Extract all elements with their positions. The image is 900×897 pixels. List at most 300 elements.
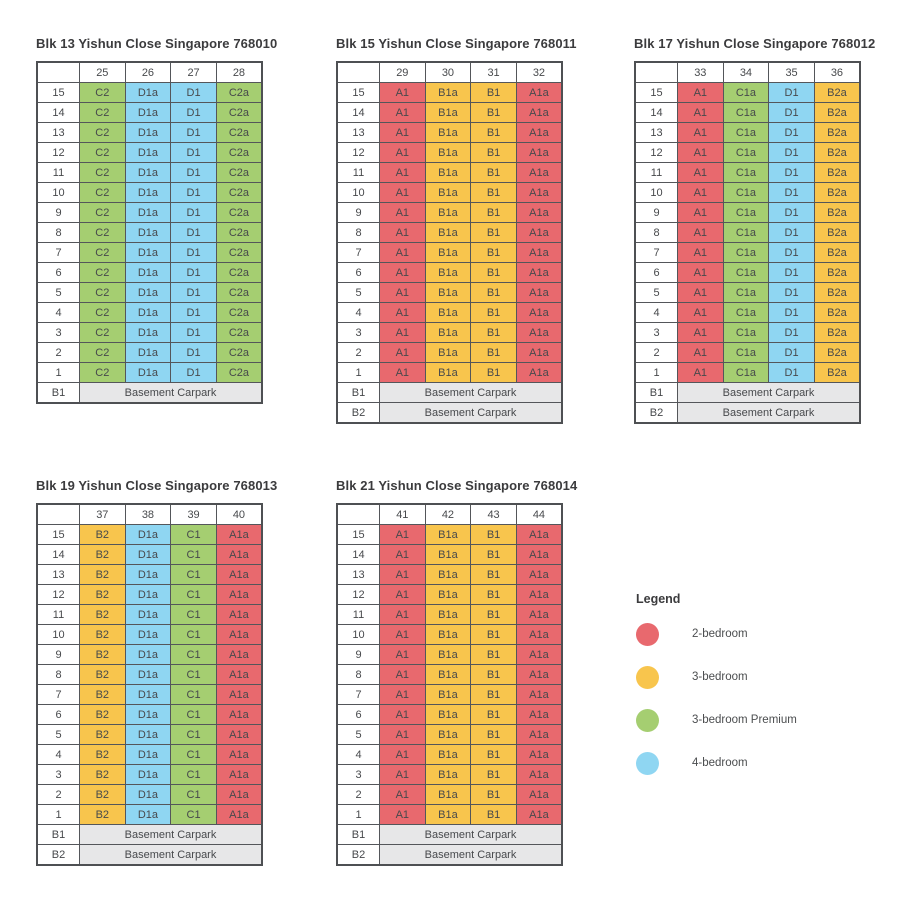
corner-cell — [37, 62, 80, 83]
unit-cell: A1a — [516, 785, 562, 805]
floor-label: 6 — [635, 263, 678, 283]
unit-cell: B2a — [814, 323, 860, 343]
unit-cell: D1 — [171, 103, 217, 123]
block-title: Blk 17 Yishun Close Singapore 768012 — [634, 36, 876, 51]
legend-item — [636, 622, 797, 646]
floor-label: 13 — [337, 123, 380, 143]
unit-cell: D1a — [125, 805, 171, 825]
legend-swatch-icon — [636, 666, 659, 689]
unit-cell: D1 — [769, 163, 815, 183]
stack-number: 33 — [678, 62, 724, 83]
unit-cell: B2a — [814, 183, 860, 203]
unit-cell: B1a — [425, 525, 471, 545]
floor-label: 10 — [337, 625, 380, 645]
unit-cell: B1a — [425, 685, 471, 705]
unit-cell: D1 — [769, 343, 815, 363]
floor-label: 14 — [635, 103, 678, 123]
legend-item — [636, 665, 797, 689]
unit-cell: C1 — [171, 785, 217, 805]
floor-label: 1 — [337, 363, 380, 383]
floor-label: 4 — [337, 745, 380, 765]
unit-cell: A1a — [216, 525, 262, 545]
floor-label: 13 — [337, 565, 380, 585]
unit-cell: A1 — [678, 363, 724, 383]
unit-cell: D1a — [125, 725, 171, 745]
basement-level-label: B1 — [337, 383, 380, 403]
stack-number: 42 — [425, 504, 471, 525]
stack-number: 39 — [171, 504, 217, 525]
floor-label: 6 — [37, 705, 80, 725]
unit-cell: A1 — [678, 263, 724, 283]
unit-cell: D1 — [769, 123, 815, 143]
unit-cell: B1 — [471, 725, 517, 745]
floor-label: 1 — [37, 363, 80, 383]
unit-cell: A1 — [380, 585, 426, 605]
floor-label: 5 — [337, 725, 380, 745]
stack-table — [336, 503, 563, 866]
unit-cell: A1a — [516, 745, 562, 765]
unit-cell: B2a — [814, 283, 860, 303]
floor-label: 15 — [37, 83, 80, 103]
floor-label: 8 — [37, 223, 80, 243]
floor-label: 5 — [37, 283, 80, 303]
unit-cell: C2 — [80, 103, 126, 123]
unit-cell: B2 — [80, 665, 126, 685]
unit-cell: B1 — [471, 525, 517, 545]
unit-cell: B1a — [425, 283, 471, 303]
floor-label: 4 — [37, 745, 80, 765]
floor-label: 14 — [337, 103, 380, 123]
stack-number: 28 — [216, 62, 262, 83]
unit-cell: D1a — [125, 585, 171, 605]
unit-cell: A1a — [516, 665, 562, 685]
unit-cell: B2 — [80, 785, 126, 805]
unit-cell: D1 — [171, 243, 217, 263]
unit-cell: C1 — [171, 625, 217, 645]
unit-cell: C1a — [723, 363, 769, 383]
stack-number: 26 — [125, 62, 171, 83]
unit-cell: C2a — [216, 343, 262, 363]
unit-cell: C2 — [80, 163, 126, 183]
unit-cell: C1a — [723, 183, 769, 203]
unit-cell: D1 — [769, 363, 815, 383]
unit-cell: A1 — [380, 303, 426, 323]
basement-carpark-cell: Basement Carpark — [380, 845, 563, 866]
unit-cell: C2a — [216, 143, 262, 163]
floor-label: 11 — [337, 605, 380, 625]
unit-cell: A1 — [380, 665, 426, 685]
unit-cell: D1a — [125, 83, 171, 103]
unit-cell: D1 — [171, 283, 217, 303]
unit-cell: B2a — [814, 343, 860, 363]
unit-cell: A1 — [380, 805, 426, 825]
unit-cell: C2 — [80, 223, 126, 243]
stack-number: 37 — [80, 504, 126, 525]
unit-cell: C1 — [171, 565, 217, 585]
floor-label: 9 — [37, 203, 80, 223]
unit-cell: B1a — [425, 765, 471, 785]
basement-carpark-cell: Basement Carpark — [380, 383, 563, 403]
unit-cell: A1a — [516, 605, 562, 625]
unit-cell: B1 — [471, 745, 517, 765]
unit-cell: A1 — [678, 163, 724, 183]
unit-cell: B1a — [425, 143, 471, 163]
unit-cell: D1 — [769, 323, 815, 343]
floor-label: 10 — [337, 183, 380, 203]
unit-cell: A1a — [516, 283, 562, 303]
block-19 — [36, 478, 278, 866]
unit-cell: C2 — [80, 203, 126, 223]
unit-cell: B1 — [471, 183, 517, 203]
unit-cell: D1 — [171, 263, 217, 283]
stack-number: 34 — [723, 62, 769, 83]
floor-label: 10 — [37, 183, 80, 203]
unit-cell: A1a — [216, 645, 262, 665]
floor-label: 11 — [37, 605, 80, 625]
stack-number: 30 — [425, 62, 471, 83]
unit-cell: B2 — [80, 745, 126, 765]
unit-cell: C2 — [80, 123, 126, 143]
basement-level-label: B2 — [337, 845, 380, 866]
unit-cell: B1 — [471, 625, 517, 645]
unit-cell: D1 — [769, 203, 815, 223]
unit-cell: D1 — [171, 223, 217, 243]
unit-cell: C1a — [723, 283, 769, 303]
unit-cell: C2 — [80, 263, 126, 283]
unit-cell: A1a — [216, 685, 262, 705]
unit-cell: C2a — [216, 103, 262, 123]
floor-label: 1 — [337, 805, 380, 825]
unit-cell: B2 — [80, 585, 126, 605]
unit-cell: D1a — [125, 705, 171, 725]
floor-label: 11 — [635, 163, 678, 183]
floor-label: 15 — [37, 525, 80, 545]
stack-number: 36 — [814, 62, 860, 83]
unit-cell: A1a — [516, 565, 562, 585]
unit-cell: B1a — [425, 123, 471, 143]
unit-cell: B1a — [425, 785, 471, 805]
unit-cell: A1 — [678, 203, 724, 223]
legend-swatch-icon — [636, 709, 659, 732]
floor-label: 4 — [37, 303, 80, 323]
unit-cell: A1 — [380, 343, 426, 363]
unit-cell: B1a — [425, 363, 471, 383]
unit-cell: B1a — [425, 745, 471, 765]
unit-cell: B1a — [425, 263, 471, 283]
unit-cell: B1a — [425, 223, 471, 243]
unit-cell: D1 — [171, 143, 217, 163]
basement-carpark-cell: Basement Carpark — [80, 825, 263, 845]
unit-cell: A1 — [678, 343, 724, 363]
unit-cell: C2a — [216, 83, 262, 103]
basement-carpark-cell: Basement Carpark — [678, 383, 861, 403]
legend-items — [636, 622, 797, 775]
legend-title: Legend — [636, 592, 681, 606]
unit-cell: A1 — [380, 163, 426, 183]
unit-cell: C1a — [723, 243, 769, 263]
unit-cell: B2a — [814, 243, 860, 263]
unit-cell: A1 — [678, 123, 724, 143]
unit-cell: C1a — [723, 343, 769, 363]
unit-cell: D1a — [125, 103, 171, 123]
basement-level-label: B1 — [37, 383, 80, 404]
unit-cell: A1a — [516, 183, 562, 203]
unit-cell: C1 — [171, 545, 217, 565]
block-title: Blk 15 Yishun Close Singapore 768011 — [336, 36, 577, 51]
unit-cell: C2a — [216, 123, 262, 143]
floor-label: 2 — [37, 785, 80, 805]
floor-label: 1 — [635, 363, 678, 383]
stack-table — [336, 61, 563, 424]
stack-number: 40 — [216, 504, 262, 525]
unit-cell: A1a — [216, 725, 262, 745]
unit-cell: A1 — [380, 263, 426, 283]
unit-cell: C1 — [171, 665, 217, 685]
floor-label: 13 — [37, 123, 80, 143]
unit-cell: C2 — [80, 143, 126, 163]
unit-cell: D1 — [171, 123, 217, 143]
unit-cell: D1a — [125, 545, 171, 565]
unit-cell: A1a — [516, 625, 562, 645]
stack-number: 32 — [516, 62, 562, 83]
unit-cell: C2 — [80, 343, 126, 363]
unit-cell: A1 — [380, 745, 426, 765]
unit-cell: B1a — [425, 705, 471, 725]
unit-cell: D1a — [125, 143, 171, 163]
unit-cell: B1a — [425, 545, 471, 565]
unit-cell: A1a — [216, 565, 262, 585]
unit-cell: B2 — [80, 645, 126, 665]
floor-label: 4 — [337, 303, 380, 323]
unit-cell: D1 — [769, 103, 815, 123]
unit-cell: A1 — [678, 283, 724, 303]
unit-cell: A1a — [516, 163, 562, 183]
block-13 — [36, 36, 278, 404]
floor-label: 2 — [37, 343, 80, 363]
unit-cell: A1a — [216, 665, 262, 685]
unit-cell: B1 — [471, 685, 517, 705]
floor-label: 7 — [337, 243, 380, 263]
unit-cell: A1 — [380, 103, 426, 123]
unit-cell: B1a — [425, 183, 471, 203]
block-title: Blk 21 Yishun Close Singapore 768014 — [336, 478, 578, 493]
unit-cell: A1 — [380, 685, 426, 705]
unit-cell: B1 — [471, 805, 517, 825]
unit-cell: C2a — [216, 303, 262, 323]
floor-label: 7 — [635, 243, 678, 263]
unit-cell: C2a — [216, 163, 262, 183]
unit-cell: B1 — [471, 605, 517, 625]
stack-table — [36, 61, 263, 404]
unit-cell: A1 — [380, 625, 426, 645]
unit-cell: C2 — [80, 243, 126, 263]
stack-number: 29 — [380, 62, 426, 83]
unit-cell: D1a — [125, 303, 171, 323]
stack-table — [36, 503, 263, 866]
unit-cell: A1a — [516, 323, 562, 343]
unit-cell: C2a — [216, 283, 262, 303]
unit-cell: A1 — [380, 525, 426, 545]
unit-cell: B1a — [425, 303, 471, 323]
unit-cell: A1 — [678, 243, 724, 263]
unit-cell: A1a — [516, 83, 562, 103]
unit-cell: B1a — [425, 585, 471, 605]
unit-cell: D1a — [125, 263, 171, 283]
unit-cell: C2a — [216, 243, 262, 263]
unit-cell: B2a — [814, 363, 860, 383]
unit-cell: D1a — [125, 785, 171, 805]
unit-cell: C2a — [216, 203, 262, 223]
unit-cell: D1 — [171, 203, 217, 223]
floor-label: 7 — [37, 685, 80, 705]
unit-cell: D1a — [125, 323, 171, 343]
unit-cell: D1a — [125, 665, 171, 685]
floor-label: 5 — [337, 283, 380, 303]
floor-label: 6 — [37, 263, 80, 283]
unit-cell: B1 — [471, 103, 517, 123]
unit-cell: C1a — [723, 103, 769, 123]
stack-number: 41 — [380, 504, 426, 525]
unit-cell: D1a — [125, 765, 171, 785]
unit-cell: A1 — [380, 363, 426, 383]
floor-label: 14 — [37, 545, 80, 565]
unit-cell: D1 — [769, 303, 815, 323]
floor-label: 7 — [337, 685, 380, 705]
unit-cell: D1 — [769, 223, 815, 243]
unit-cell: B1 — [471, 343, 517, 363]
unit-cell: B1a — [425, 805, 471, 825]
unit-cell: C1a — [723, 223, 769, 243]
floor-label: 5 — [37, 725, 80, 745]
unit-cell: C1a — [723, 203, 769, 223]
unit-cell: B1a — [425, 343, 471, 363]
unit-cell: A1a — [516, 645, 562, 665]
legend-item — [636, 751, 797, 775]
unit-cell: B1a — [425, 323, 471, 343]
unit-cell: B1 — [471, 303, 517, 323]
unit-cell: C1 — [171, 745, 217, 765]
unit-cell: A1 — [380, 83, 426, 103]
floor-label: 8 — [37, 665, 80, 685]
floor-label: 14 — [37, 103, 80, 123]
basement-level-label: B1 — [37, 825, 80, 845]
unit-cell: B1a — [425, 565, 471, 585]
unit-cell: A1 — [380, 183, 426, 203]
unit-cell: C2 — [80, 283, 126, 303]
unit-cell: A1a — [516, 143, 562, 163]
floor-label: 3 — [37, 323, 80, 343]
floor-label: 3 — [635, 323, 678, 343]
unit-cell: B1a — [425, 645, 471, 665]
unit-cell: B2 — [80, 725, 126, 745]
unit-cell: C2 — [80, 363, 126, 383]
unit-cell: D1 — [171, 363, 217, 383]
unit-cell: B2 — [80, 765, 126, 785]
stack-number: 43 — [471, 504, 517, 525]
floor-label: 12 — [635, 143, 678, 163]
floor-label: 13 — [37, 565, 80, 585]
basement-level-label: B1 — [337, 825, 380, 845]
stack-number: 31 — [471, 62, 517, 83]
unit-cell: B2 — [80, 545, 126, 565]
unit-cell: C1a — [723, 323, 769, 343]
unit-cell: B2a — [814, 143, 860, 163]
unit-cell: B2a — [814, 223, 860, 243]
unit-cell: A1a — [516, 243, 562, 263]
unit-cell: B2 — [80, 625, 126, 645]
floor-label: 15 — [635, 83, 678, 103]
stack-number: 35 — [769, 62, 815, 83]
unit-cell: A1a — [216, 745, 262, 765]
unit-cell: B1 — [471, 545, 517, 565]
unit-cell: B1a — [425, 163, 471, 183]
floor-label: 9 — [337, 645, 380, 665]
unit-cell: A1 — [678, 103, 724, 123]
unit-cell: C1a — [723, 263, 769, 283]
unit-cell: A1a — [516, 203, 562, 223]
corner-cell — [37, 504, 80, 525]
unit-cell: D1a — [125, 625, 171, 645]
unit-cell: B1 — [471, 243, 517, 263]
stack-number: 38 — [125, 504, 171, 525]
unit-cell: C2a — [216, 263, 262, 283]
unit-cell: A1a — [516, 223, 562, 243]
unit-cell: D1a — [125, 565, 171, 585]
floor-label: 3 — [337, 765, 380, 785]
unit-cell: A1a — [516, 303, 562, 323]
floor-label: 6 — [337, 263, 380, 283]
unit-cell: B2a — [814, 263, 860, 283]
floor-label: 8 — [635, 223, 678, 243]
unit-cell: D1a — [125, 605, 171, 625]
basement-level-label: B2 — [635, 403, 678, 424]
unit-cell: A1a — [216, 585, 262, 605]
unit-cell: A1a — [516, 263, 562, 283]
floor-label: 2 — [635, 343, 678, 363]
floor-label: 9 — [635, 203, 678, 223]
unit-cell: A1 — [380, 645, 426, 665]
unit-cell: D1a — [125, 745, 171, 765]
unit-cell: B1 — [471, 283, 517, 303]
block-title: Blk 13 Yishun Close Singapore 768010 — [36, 36, 278, 51]
unit-cell: B1 — [471, 123, 517, 143]
unit-cell: A1 — [380, 123, 426, 143]
legend — [636, 592, 797, 794]
unit-cell: B1 — [471, 363, 517, 383]
floor-label: 15 — [337, 525, 380, 545]
floor-label: 8 — [337, 665, 380, 685]
floor-label: 14 — [337, 545, 380, 565]
block-21 — [336, 478, 578, 866]
unit-cell: C1 — [171, 685, 217, 705]
unit-cell: D1a — [125, 203, 171, 223]
unit-cell: D1 — [769, 263, 815, 283]
unit-cell: A1 — [380, 143, 426, 163]
unit-cell: D1 — [769, 283, 815, 303]
unit-cell: A1 — [380, 545, 426, 565]
unit-cell: B1a — [425, 605, 471, 625]
unit-cell: A1a — [516, 525, 562, 545]
unit-cell: D1 — [171, 183, 217, 203]
unit-cell: A1a — [516, 805, 562, 825]
unit-cell: D1a — [125, 685, 171, 705]
floor-label: 15 — [337, 83, 380, 103]
unit-cell: B1 — [471, 585, 517, 605]
stack-number: 44 — [516, 504, 562, 525]
unit-cell: B2 — [80, 685, 126, 705]
unit-cell: B2 — [80, 705, 126, 725]
unit-cell: B1 — [471, 223, 517, 243]
